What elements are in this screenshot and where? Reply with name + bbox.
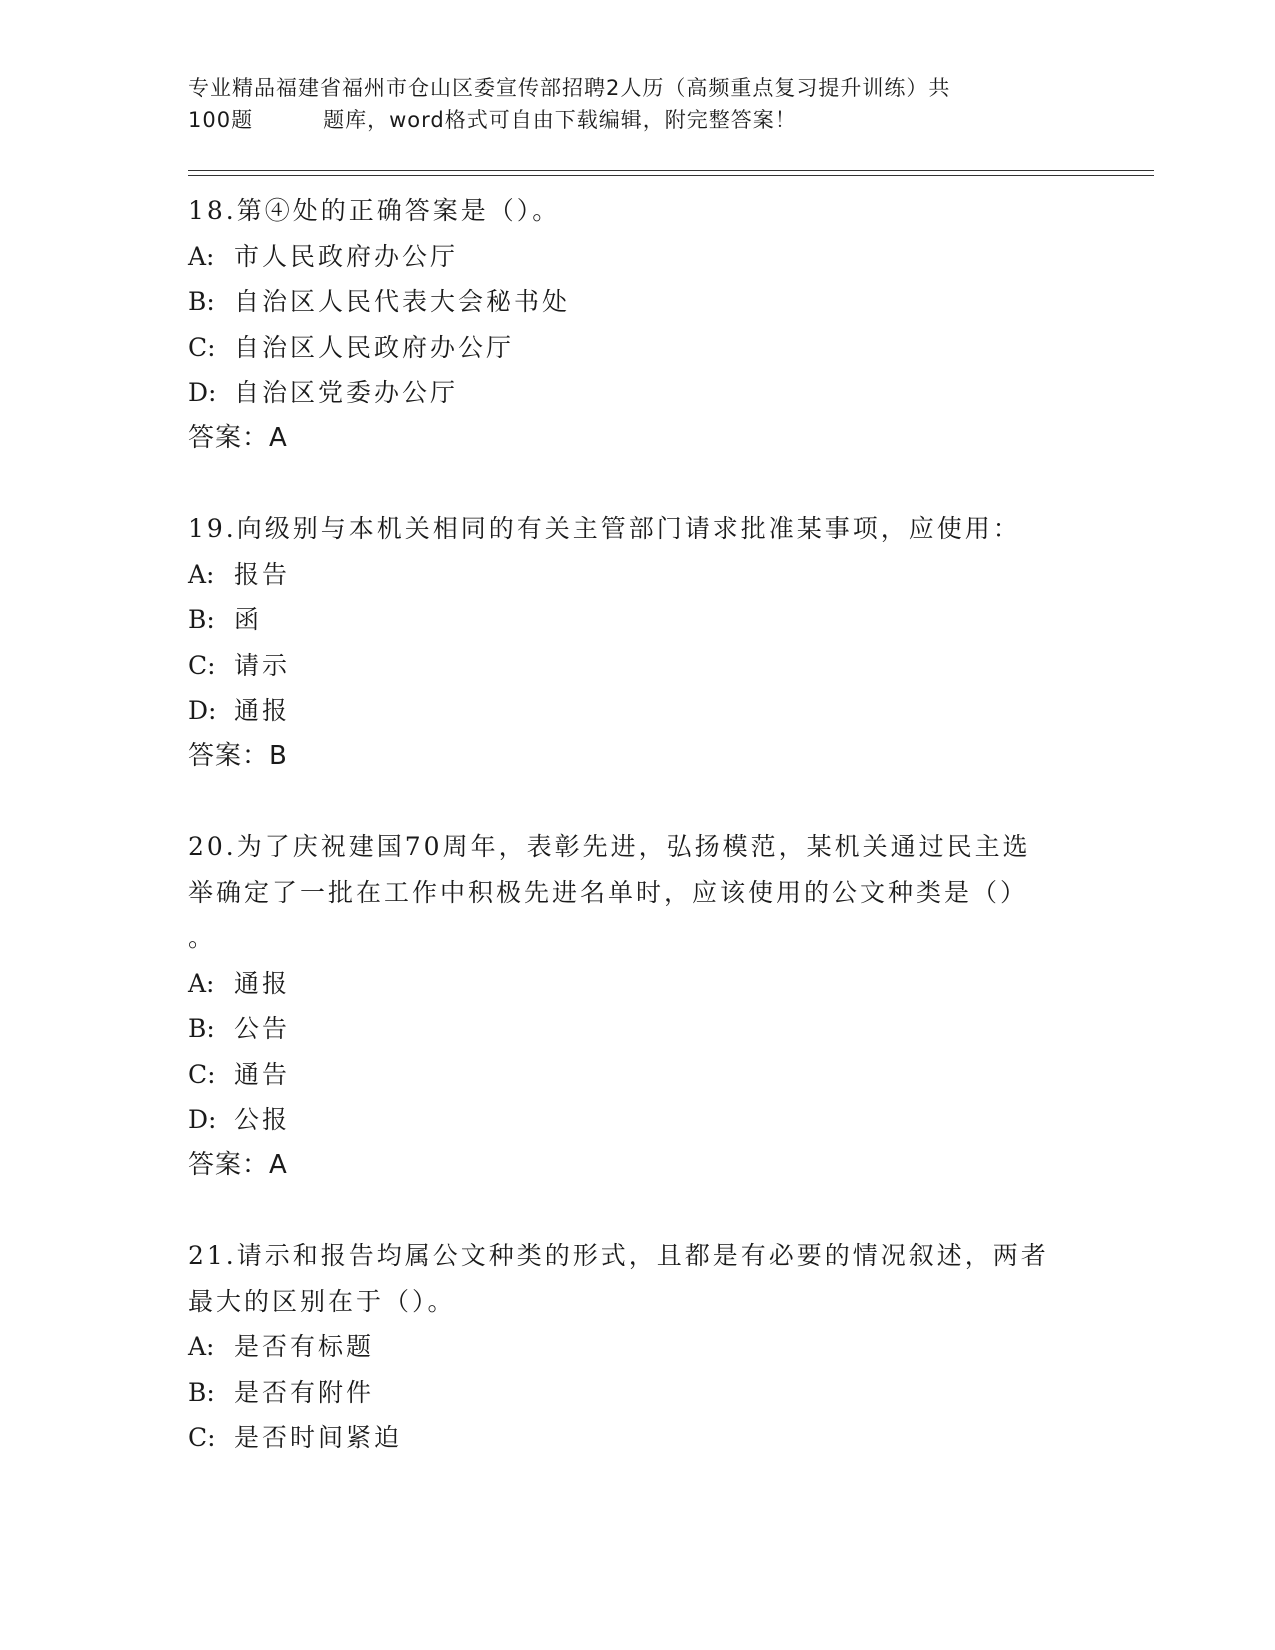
option-text: 是否有标题	[234, 1332, 375, 1361]
option-label: B:	[188, 605, 215, 634]
question-item	[188, 506, 1088, 779]
option-label: A:	[188, 241, 215, 271]
question-stem-line: 21.请示和报告均属公文种类的形式，且都是有必要的情况叙述，两者	[188, 1241, 1049, 1270]
option-text: 公告	[234, 1014, 291, 1043]
question-stem-line: 19.向级别与本机关相同的有关主管部门请求批准某事项，应使用：	[188, 514, 1021, 543]
option-row	[188, 1324, 1088, 1370]
option-label: C:	[188, 332, 216, 362]
option-label: D:	[188, 1105, 217, 1134]
option-label: C:	[188, 1059, 216, 1089]
option-row	[188, 1097, 1088, 1143]
question-item	[188, 824, 1088, 1188]
header-title-line-1: 专业精品福建省福州市仓山区委宣传部招聘2人历（高频重点复习提升训练）共	[188, 76, 951, 100]
answer-line: 答案：A	[188, 1149, 288, 1180]
option-text: 自治区党委办公厅	[234, 378, 459, 407]
option-row	[188, 234, 1088, 280]
option-text: 市人民政府办公厅	[234, 241, 459, 271]
option-row	[188, 1006, 1088, 1052]
question-item	[188, 188, 1088, 461]
question-item	[188, 1233, 1088, 1461]
option-text: 请示	[234, 650, 291, 680]
option-text: 是否有附件	[234, 1377, 375, 1407]
option-text: 通报	[234, 696, 291, 725]
option-text: 公报	[234, 1105, 291, 1134]
header-rule-top	[188, 170, 1154, 171]
option-row	[188, 552, 1088, 598]
question-stem-line: 20.为了庆祝建国70周年，表彰先进，弘扬模范，某机关通过民主选	[188, 832, 1031, 861]
option-text: 通告	[234, 1059, 291, 1089]
option-text: 是否时间紧迫	[234, 1423, 403, 1452]
option-label: A:	[188, 968, 215, 998]
option-row	[188, 1370, 1088, 1416]
option-row	[188, 279, 1088, 325]
question-stem-line: 。	[188, 923, 217, 952]
option-text: 自治区人民代表大会秘书处	[234, 287, 571, 316]
option-row	[188, 688, 1088, 734]
option-text: 报告	[234, 559, 291, 589]
option-row	[188, 961, 1088, 1007]
option-row	[188, 370, 1088, 416]
option-label: A:	[188, 559, 215, 589]
option-label: B:	[188, 287, 215, 316]
question-list	[188, 188, 1088, 1506]
option-row	[188, 597, 1088, 643]
option-label: B:	[188, 1377, 215, 1407]
option-text: 通报	[234, 968, 291, 998]
option-row	[188, 325, 1088, 371]
option-text: 函	[234, 605, 263, 634]
header-description: 题库，word格式可自由下载编辑，附完整答案！	[323, 108, 797, 132]
option-row	[188, 643, 1088, 689]
option-row	[188, 1415, 1088, 1461]
option-label: D:	[188, 378, 217, 407]
option-label: C:	[188, 1423, 216, 1452]
option-label: B:	[188, 1014, 215, 1043]
option-row	[188, 1052, 1088, 1098]
header-question-count: 100题	[188, 108, 254, 132]
header-rule-bottom	[188, 175, 1154, 176]
question-stem-line: 举确定了一批在工作中积极先进名单时，应该使用的公文种类是（）	[188, 877, 1029, 907]
option-label: D:	[188, 696, 217, 725]
question-stem-line: 18.第④处的正确答案是（）。	[188, 196, 561, 225]
question-stem-line: 最大的区别在于（）。	[188, 1286, 456, 1316]
option-label: A:	[188, 1332, 215, 1361]
option-text: 自治区人民政府办公厅	[234, 332, 515, 362]
answer-line: 答案：A	[188, 422, 288, 453]
document-header	[188, 72, 1088, 136]
answer-line: 答案：B	[188, 740, 288, 771]
header-title-line-2	[188, 104, 1088, 136]
option-label: C:	[188, 650, 216, 680]
